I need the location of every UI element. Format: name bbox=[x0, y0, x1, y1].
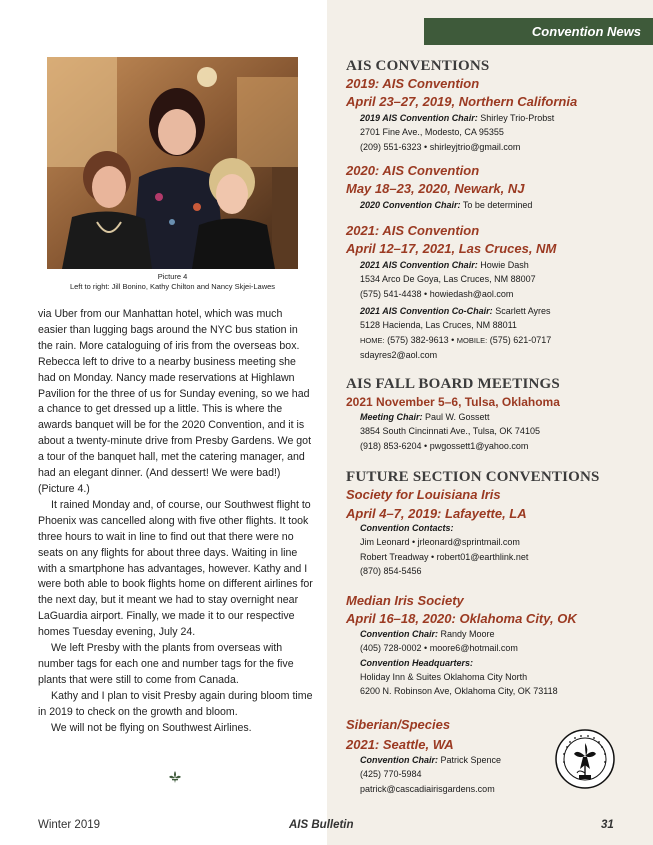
siberian-dates: 2021: Seattle, WA bbox=[346, 737, 454, 752]
meeting-chair-label: Meeting Chair: bbox=[360, 412, 423, 422]
headquarters-label: Convention Headquarters: bbox=[360, 657, 474, 668]
median-society-title: Median Iris Society bbox=[346, 593, 464, 608]
chair-label: Convention Chair: bbox=[360, 629, 438, 639]
convention-2020-details bbox=[360, 198, 640, 212]
cochair-email: sdayres2@aol.com bbox=[360, 349, 438, 360]
address: 2701 Fine Ave., Modesto, CA 95355 bbox=[360, 127, 504, 138]
louisiana-dates: April 4–7, 2019: Lafayette, LA bbox=[346, 506, 527, 521]
chair-label: 2019 AIS Convention Chair: bbox=[360, 113, 478, 123]
convention-2019-details bbox=[360, 111, 640, 154]
home-label: HOME: bbox=[360, 335, 385, 345]
future-conventions-heading: FUTURE SECTION CONVENTIONS bbox=[346, 469, 600, 485]
chair-label: Convention Chair: bbox=[360, 755, 438, 765]
fleur-de-lis-icon bbox=[168, 770, 182, 784]
board-meeting-details bbox=[360, 410, 640, 453]
chair-label: 2020 Convention Chair: bbox=[360, 200, 461, 210]
board-meeting-dates: 2021 November 5–6, Tulsa, Oklahoma bbox=[346, 395, 560, 409]
footer-page-number: 31 bbox=[601, 819, 614, 831]
convention-2020-dates: May 18–23, 2020, Newark, NJ bbox=[346, 181, 525, 196]
paragraph: Kathy and I plan to visit Presby again during bloom time in 2019 to check on the growth and bloom. bbox=[38, 689, 313, 718]
cochair-address: 5128 Hacienda, Las Cruces, NM 88011 bbox=[360, 320, 517, 331]
convention-2020-title: 2020: AIS Convention bbox=[346, 163, 480, 178]
home-phone: (575) 382-9613 • bbox=[384, 334, 457, 345]
contact: (918) 853-6204 • pwgossett1@yahoo.com bbox=[360, 440, 529, 451]
address: 1534 Arco De Goya, Las Cruces, NM 88007 bbox=[360, 274, 536, 285]
chair-name: Howie Dash bbox=[477, 260, 529, 270]
address: 3854 South Cincinnati Ave., Tulsa, OK 74105 bbox=[360, 426, 540, 437]
median-dates: April 16–18, 2020: Oklahoma City, OK bbox=[346, 611, 577, 626]
paragraph: We left Presby with the plants from overseas with number tags for each one and number tags for the five plants that were still to come from Canada. bbox=[38, 642, 294, 686]
meeting-chair-name: Paul W. Gossett bbox=[422, 412, 490, 422]
chair-name: To be determined bbox=[460, 200, 533, 210]
photo-caption bbox=[30, 272, 315, 292]
section-tab: Convention News bbox=[424, 18, 653, 45]
chair-name: Shirley Trio-Probst bbox=[477, 113, 555, 123]
contact: Jim Leonard • jrleonard@sprintmail.com bbox=[360, 537, 520, 548]
conventions-heading: AIS CONVENTIONS bbox=[346, 58, 490, 74]
article-body bbox=[38, 307, 314, 736]
footer-issue: Winter 2019 bbox=[38, 819, 101, 831]
paragraph: We will not be flying on Southwest Airlines. bbox=[51, 721, 252, 734]
convention-2021-cochair bbox=[360, 304, 640, 362]
caption-title: Picture 4 bbox=[157, 272, 188, 281]
chair-name: Patrick Spence bbox=[438, 755, 502, 765]
median-details bbox=[360, 627, 640, 698]
convention-2021-dates: April 12–17, 2021, Las Cruces, NM bbox=[346, 241, 557, 256]
convention-2021-title: 2021: AIS Convention bbox=[346, 223, 480, 238]
contact: (209) 551-6323 • shirleyjtrio@gmail.com bbox=[360, 141, 521, 152]
chair-name: Randy Moore bbox=[438, 629, 495, 639]
contact: (575) 541-4438 • howiedash@aol.com bbox=[360, 288, 514, 299]
mobile-label: MOBILE: bbox=[456, 335, 488, 345]
louisiana-society-title: Society for Louisiana Iris bbox=[346, 487, 501, 502]
convention-2019-dates: April 23–27, 2019, Northern California bbox=[346, 94, 578, 109]
footer-publication: AIS Bulletin bbox=[289, 819, 354, 831]
chair-label: 2021 AIS Convention Chair: bbox=[360, 260, 478, 270]
siberian-society-title: Siberian/Species bbox=[346, 717, 451, 732]
cochair-name: Scarlett Ayres bbox=[492, 306, 551, 316]
paragraph: via Uber from our Manhattan hotel, which was much easier than lugging bags around the NYC bus station in the rain. More cataloguing of iris from the overseas box. Rebecca left to drive to a nearby business meeting she had on Monday. Nancy made reservations at Highlawn Pavilion for the three of us for Sunday evening, so we had a chance to get dressed up a little. This is where the awards banquet will be for the 2020 Convention, and it is about a twenty-minute drive from Presby Gardens. We got a tour of the banquet hall, met the catering manager, and had an elegant dinner. (And dessert! We were bad!) (Picture 4.) bbox=[38, 308, 312, 495]
caption-text: Left to right: Jill Bonino, Kathy Chilton and Nancy Skjei-Lawes bbox=[69, 282, 276, 291]
louisiana-details bbox=[360, 521, 640, 578]
board-meetings-heading: AIS FALL BOARD MEETINGS bbox=[346, 376, 560, 392]
convention-2019-title: 2019: AIS Convention bbox=[346, 76, 480, 91]
contacts-label: Convention Contacts: bbox=[360, 523, 454, 533]
photo-three-women bbox=[47, 57, 298, 269]
cochair-label: 2021 AIS Convention Co-Chair: bbox=[360, 306, 493, 316]
headquarters-address: 6200 N. Robinson Ave, Oklahoma City, OK 73118 bbox=[360, 686, 558, 697]
email: patrick@cascadiairisgardens.com bbox=[360, 783, 495, 794]
paragraph: It rained Monday and, of course, our Southwest flight to Phoenix was cancelled along with five other flights. It took three hours to wait in line to find out that there were no seats on any flights for about three days. Waiting in line with a smartphone has advantages, however. Kathy and I were both able to book flights home on different airlines for the next day, but it meant we had to stay overnight near LaGuardia airport. Finally, we made it to our respective homes Tuesday evening, July 24. bbox=[38, 498, 313, 639]
phone: (425) 770-5984 bbox=[360, 769, 422, 780]
american-iris-society-seal-logo bbox=[555, 729, 615, 789]
contact: (405) 728-0002 • moore6@hotmail.com bbox=[360, 643, 518, 654]
mobile-phone: (575) 621-0717 bbox=[487, 334, 552, 345]
convention-2021-details bbox=[360, 258, 640, 301]
phone: (870) 854-5456 bbox=[360, 565, 422, 576]
headquarters-name: Holiday Inn & Suites Oklahoma City North bbox=[360, 671, 528, 682]
contact: Robert Treadway • robert01@earthlink.net bbox=[360, 551, 529, 562]
